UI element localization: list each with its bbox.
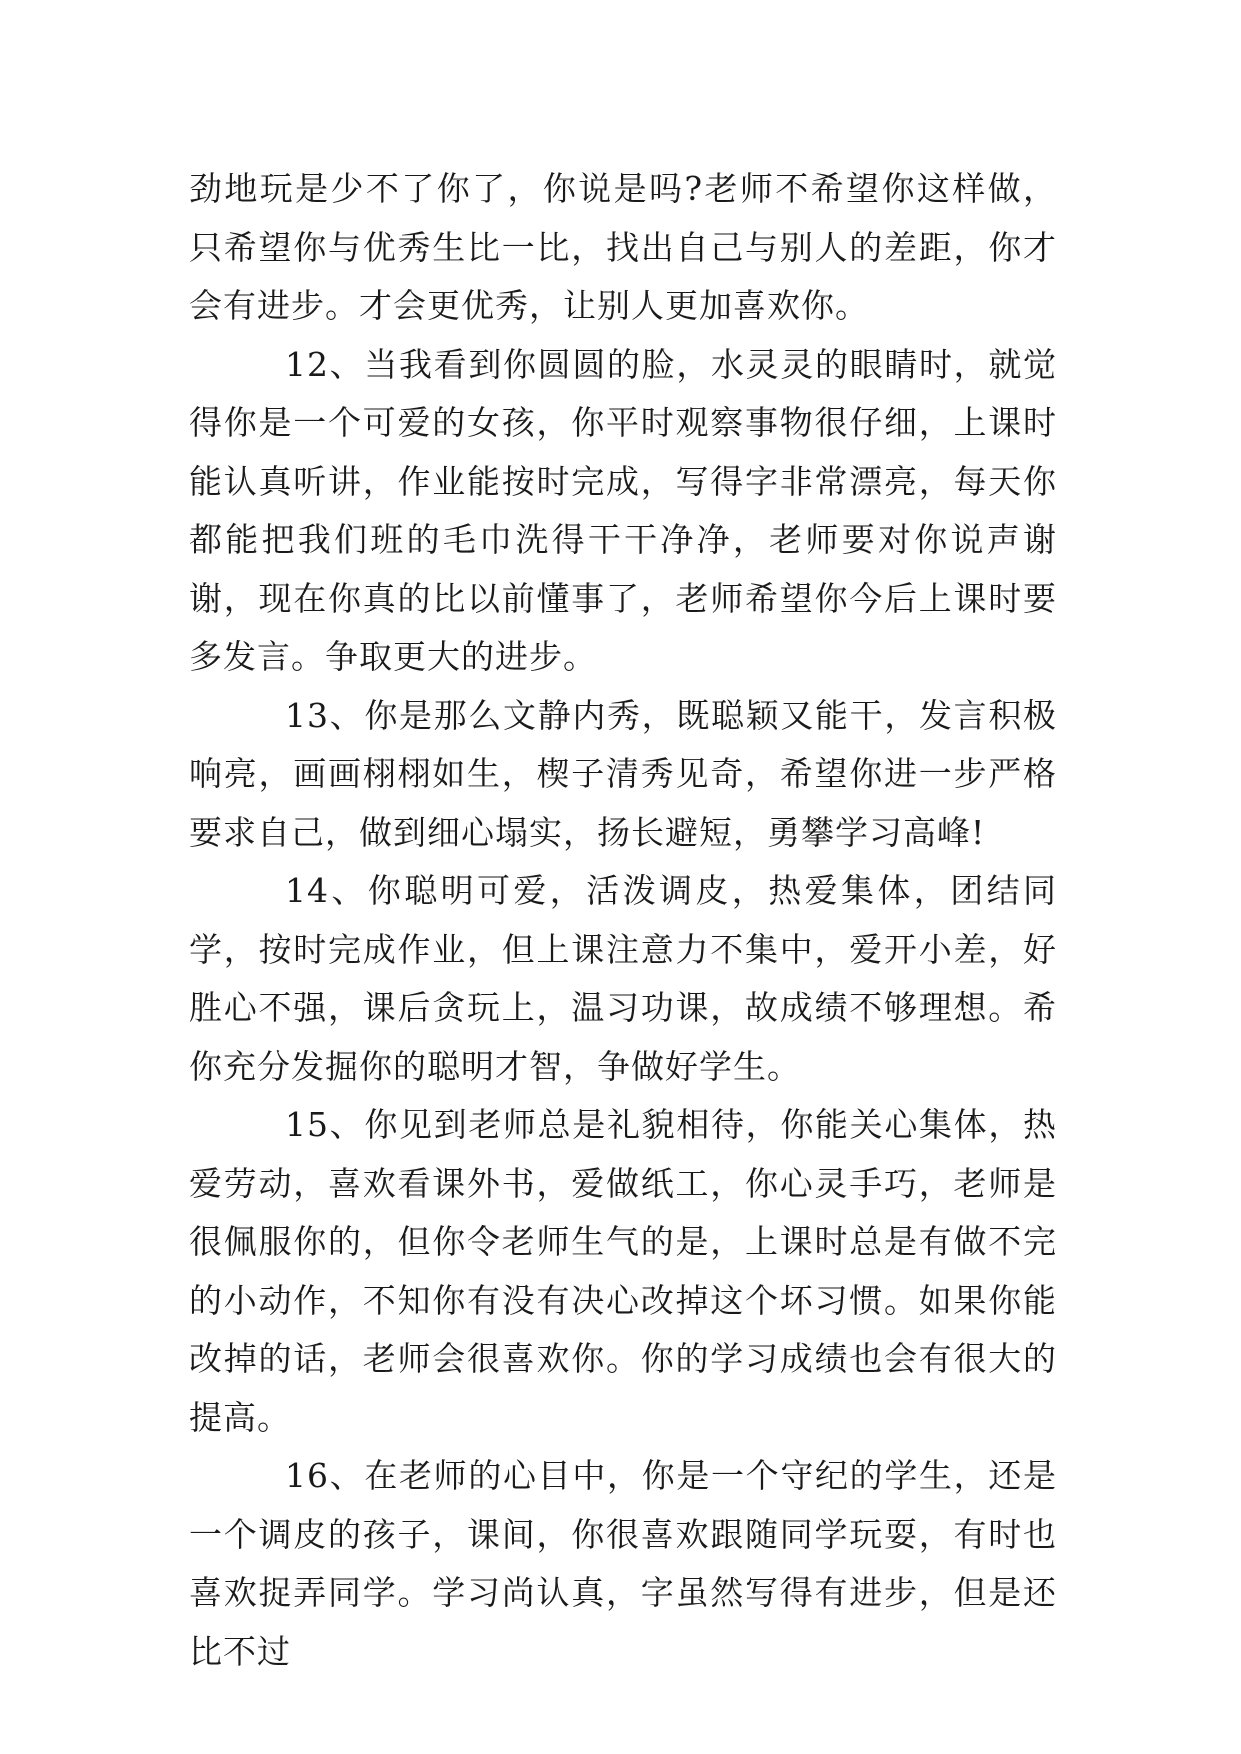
paragraph-comment-16: 16、在老师的心目中，你是一个守纪的学生，还是一个调皮的孩子，课间，你很喜欢跟随同学玩耍，有时也喜欢捉弄同学。学习尚认真，字虽然写得有进步，但是还比不过 (189, 1456, 1057, 1671)
paragraph-comment-13: 13、你是那么文静内秀，既聪颖又能干，发言积极响亮，画画栩栩如生，楔子清秀见奇，希望你进一步严格要求自己，做到细心塌实，扬长避短，勇攀学习高峰! (189, 695, 1057, 852)
document-body (189, 160, 1057, 1681)
paragraph-continuation: 劲地玩是少不了你了，你说是吗?老师不希望你这样做，只希望你与优秀生比一比，找出自己与别人的差距，你才会有进步。才会更优秀，让别人更加喜欢你。 (189, 169, 1057, 325)
paragraph-comment-15: 15、你见到老师总是礼貌相待，你能关心集体，热爱劳动，喜欢看课外书，爱做纸工，你心灵手巧，老师是很佩服你的，但你令老师生气的是，上课时总是有做不完的小动作，不知你有没有决心改掉这个坏习惯。如果你能改掉的话，老师会很喜欢你。你的学习成绩也会有很大的提高。 (189, 1105, 1057, 1437)
paragraph-comment-12: 12、当我看到你圆圆的脸，水灵灵的眼睛时，就觉得你是一个可爱的女孩，你平时观察事物很仔细，上课时能认真听讲，作业能按时完成，写得字非常漂亮，每天你都能把我们班的毛巾洗得干干净净，老师要对你说声谢谢，现在你真的比以前懂事了，老师希望你今后上课时要多发言。争取更大的进步。 (189, 344, 1057, 676)
paragraph-comment-14: 14、你聪明可爱，活泼调皮，热爱集体，团结同学，按时完成作业，但上课注意力不集中，爱开小差，好胜心不强，课后贪玩上，温习功课，故成绩不够理想。希你充分发掘你的聪明才智，争做好学生。 (189, 871, 1057, 1086)
